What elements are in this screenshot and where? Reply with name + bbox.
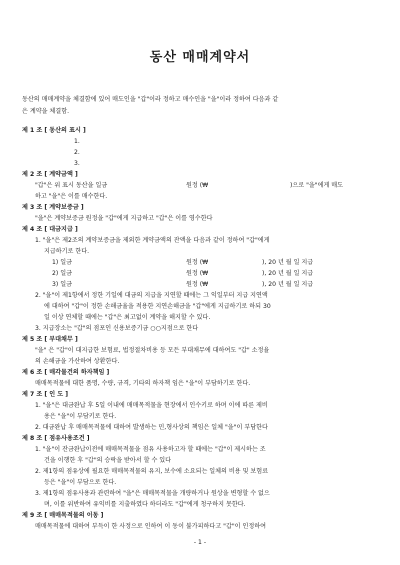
article-4-para-2a: 2. "을"이 제1항에서 정한 기일에 대금의 지급을 지연할 때에는 그 익일부터 지급 지연액 [35, 292, 268, 299]
article-4-para-1a: 1. "을"은 제2조의 계약보증금을 제외한 계약금액의 잔액을 다음과 같이 정하여 "갑"에게 [35, 237, 270, 244]
article-2-amount: 원정 (₩ [186, 182, 209, 189]
intro-line-2: 은 계약을 체결함. [22, 108, 70, 115]
article-2-line-1: "갑"은 위 표시 동산을 일금 [35, 182, 108, 189]
article-8-para-1b: 건을 이행한 후 "갑"의 승락을 받아서 할 수 있다 [44, 457, 172, 464]
article-8-para-3b: 며, 이를 위반하여 유익비를 지출하였다 하더라도 "갑"에게 청구하지 못한다. [44, 501, 246, 508]
payment-row-1-date: ), 20 년 월 일 지급 [262, 259, 314, 266]
article-9-line-1: 매매목적물에 대하여 부득이 한 사정으로 인하여 이 동이 불가피하다고 "갑"이 인정하여 [35, 523, 267, 530]
article-6-line-1: 매매목적물에 대한 품명, 수량, 규격, 기타의 하자책 임은 "을"이 부담하기로 한다. [35, 380, 251, 387]
article-1-item-1: 1. [74, 138, 80, 145]
article-5-heading: 제 5 조 [ 부대채무 ] [22, 336, 78, 343]
payment-row-3-amount: 원정 (₩ [186, 281, 209, 288]
article-4-heading: 제 4 조 [ 대금지급 ] [22, 226, 78, 233]
article-4-para-1b: 지급하기로 한다. [44, 248, 90, 255]
article-3-heading: 제 3 조 [ 계약보증금 ] [22, 204, 84, 211]
payment-row-2-amount: 원정 (₩ [186, 270, 209, 277]
article-7-heading: 제 7 조 [ 인 도 ] [22, 391, 69, 398]
article-1-heading: 제 1 조 [ 동산의 표시 ] [22, 127, 86, 134]
article-7-para-2: 2. 대금완납 후 매매목적물에 대하여 발생하는 민,형사상의 책임은 일체 "을"이 부담한다 [35, 424, 268, 431]
article-6-heading: 제 6 조 [ 매각물건의 하자책임 ] [22, 369, 110, 376]
article-7-para-1b: 용은 "을"이 부담키로 한다. [44, 413, 117, 420]
article-7-para-1a: 1. "을"은 대금완납 후 5일 이내에 매매목적물을 현장에서 인수키로 하며 이에 따른 제비 [35, 402, 268, 409]
article-2-line-1-end: )으로 "을"에게 매도 [290, 182, 344, 189]
payment-row-3-date: ), 20 년 월 일 지급 [262, 281, 314, 288]
payment-row-2-label: 2) 일금 [52, 270, 72, 277]
article-8-heading: 제 8 조 [ 점유사용조건 ] [22, 435, 90, 442]
article-8-para-1a: 1. "을"이 잔금완납이전에 매매목적물을 점유 사용하고자 할 때에는 "갑"이 제시하는 조 [35, 446, 266, 453]
article-1-item-2: 2. [74, 149, 80, 156]
article-8-para-2a: 2. 제1항의 점유상에 필요한 매매목적물의 유지, 보수에 소요되는 일체의 비용 및 보험료 [35, 468, 269, 475]
article-5-line-1: "을" 은 "갑"이 대지급한 보험료, 법정절차비용 등 모든 부대채무에 대하여도 "갑" 소정율 [35, 347, 270, 354]
article-4-para-2b: 에 대하여 "갑"이 정한 손해금율을 적용한 지연손해금을 "갑"에게 지급하기로 하되 30 [44, 303, 271, 310]
page-title: 동산 매매계약서 [149, 50, 251, 65]
payment-row-2-date: ), 20 년 월 일 지급 [262, 270, 314, 277]
article-4-para-2c: 일 이상 연체할 때에는 "갑"은 최고없이 계약을 해지할 수 있다. [44, 314, 211, 321]
article-2-heading: 제 2 조 [ 계약금액 ] [22, 171, 78, 178]
page-number: - 1 - [193, 539, 207, 546]
article-4-para-3: 3. 지급장소는 "갑"의 점포인 신용보증기금 ○○지점으로 한다 [35, 325, 199, 332]
intro-line-1: 동산의 매매계약을 체결함에 있어 매도인을 "갑"이라 정하고 매수인을 "을"이라 정하여 다음과 같 [22, 96, 279, 103]
payment-row-1-amount: 원정 (₩ [186, 259, 209, 266]
article-3-line-1: "을"은 계약보증금 원정을 "갑"에게 지급하고 "갑"은 이를 영수한다 [35, 215, 213, 222]
article-8-para-3a: 3. 제1항의 점유사용과 관련하여 "을"은 매매목적물을 개량하거나 원상을 변형할 수 없으 [35, 490, 270, 497]
payment-row-1-label: 1) 일금 [52, 259, 72, 266]
payment-row-3-label: 3) 일금 [52, 281, 72, 288]
article-1-item-3: 3. [74, 160, 80, 167]
article-9-heading: 제 9 조 [ 매매목적물의 이동 ] [22, 512, 104, 519]
article-2-line-2: 하고 "을"은 이를 매수한다. [35, 193, 108, 200]
article-5-line-2: 의 손해금을 가산하여 상환한다. [35, 358, 120, 365]
article-8-para-2b: 등은 "을"이 부담으로 한다. [44, 479, 117, 486]
